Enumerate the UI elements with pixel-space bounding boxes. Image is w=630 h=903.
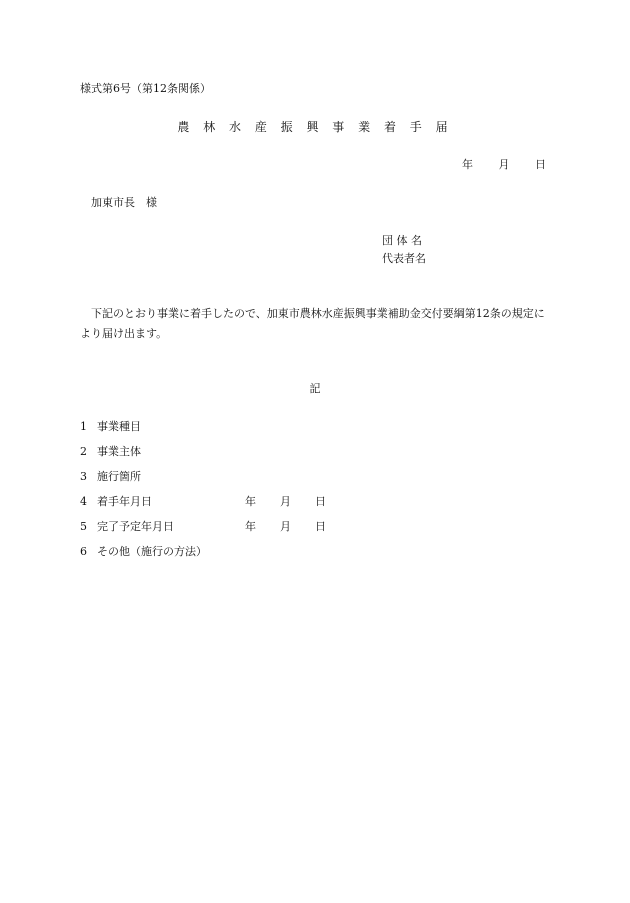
item-number: 3 [80, 470, 87, 483]
addressee: 加東市長 様 [91, 196, 157, 209]
item-project-owner [80, 443, 245, 459]
item-label: 着手年月日 [97, 495, 152, 508]
item-number: 1 [80, 420, 87, 433]
representative-label: 代表者名 [382, 252, 426, 265]
start-day: 日 [315, 495, 326, 508]
item-project-type [80, 418, 245, 434]
item-label: 事業種目 [97, 420, 141, 433]
item-number: 6 [80, 545, 87, 558]
item-other [80, 543, 245, 559]
completion-year: 年 [245, 520, 256, 533]
item-construction-site [80, 468, 245, 484]
body-text: 下記のとおり事業に着手したので、加東市農林水産振興事業補助金交付要綱第12条の規定により届け出ます。 [80, 307, 545, 340]
document-title: 農 林 水 産 振 興 事 業 着 手 届 [177, 120, 453, 134]
completion-day: 日 [315, 520, 326, 533]
item-number: 4 [80, 495, 87, 508]
item-label: 事業主体 [97, 445, 141, 458]
date-month: 月 [498, 158, 510, 171]
completion-month: 月 [280, 520, 291, 533]
item-number: 5 [80, 520, 87, 533]
date-day: 日 [535, 158, 546, 171]
submission-date [462, 156, 546, 172]
org-name-label: 団 体 名 [382, 234, 422, 247]
start-month: 月 [280, 495, 291, 508]
item-completion-date [80, 518, 326, 534]
item-label: 完了予定年月日 [97, 520, 174, 533]
record-heading: 記 [309, 382, 321, 395]
form-number: 様式第6号（第12条関係） [80, 82, 211, 95]
item-number: 2 [80, 445, 87, 458]
item-label: 施行箇所 [97, 470, 141, 483]
item-label: その他（施行の方法） [97, 545, 207, 558]
start-year: 年 [245, 495, 256, 508]
item-start-date [80, 493, 326, 509]
date-year: 年 [462, 158, 473, 171]
